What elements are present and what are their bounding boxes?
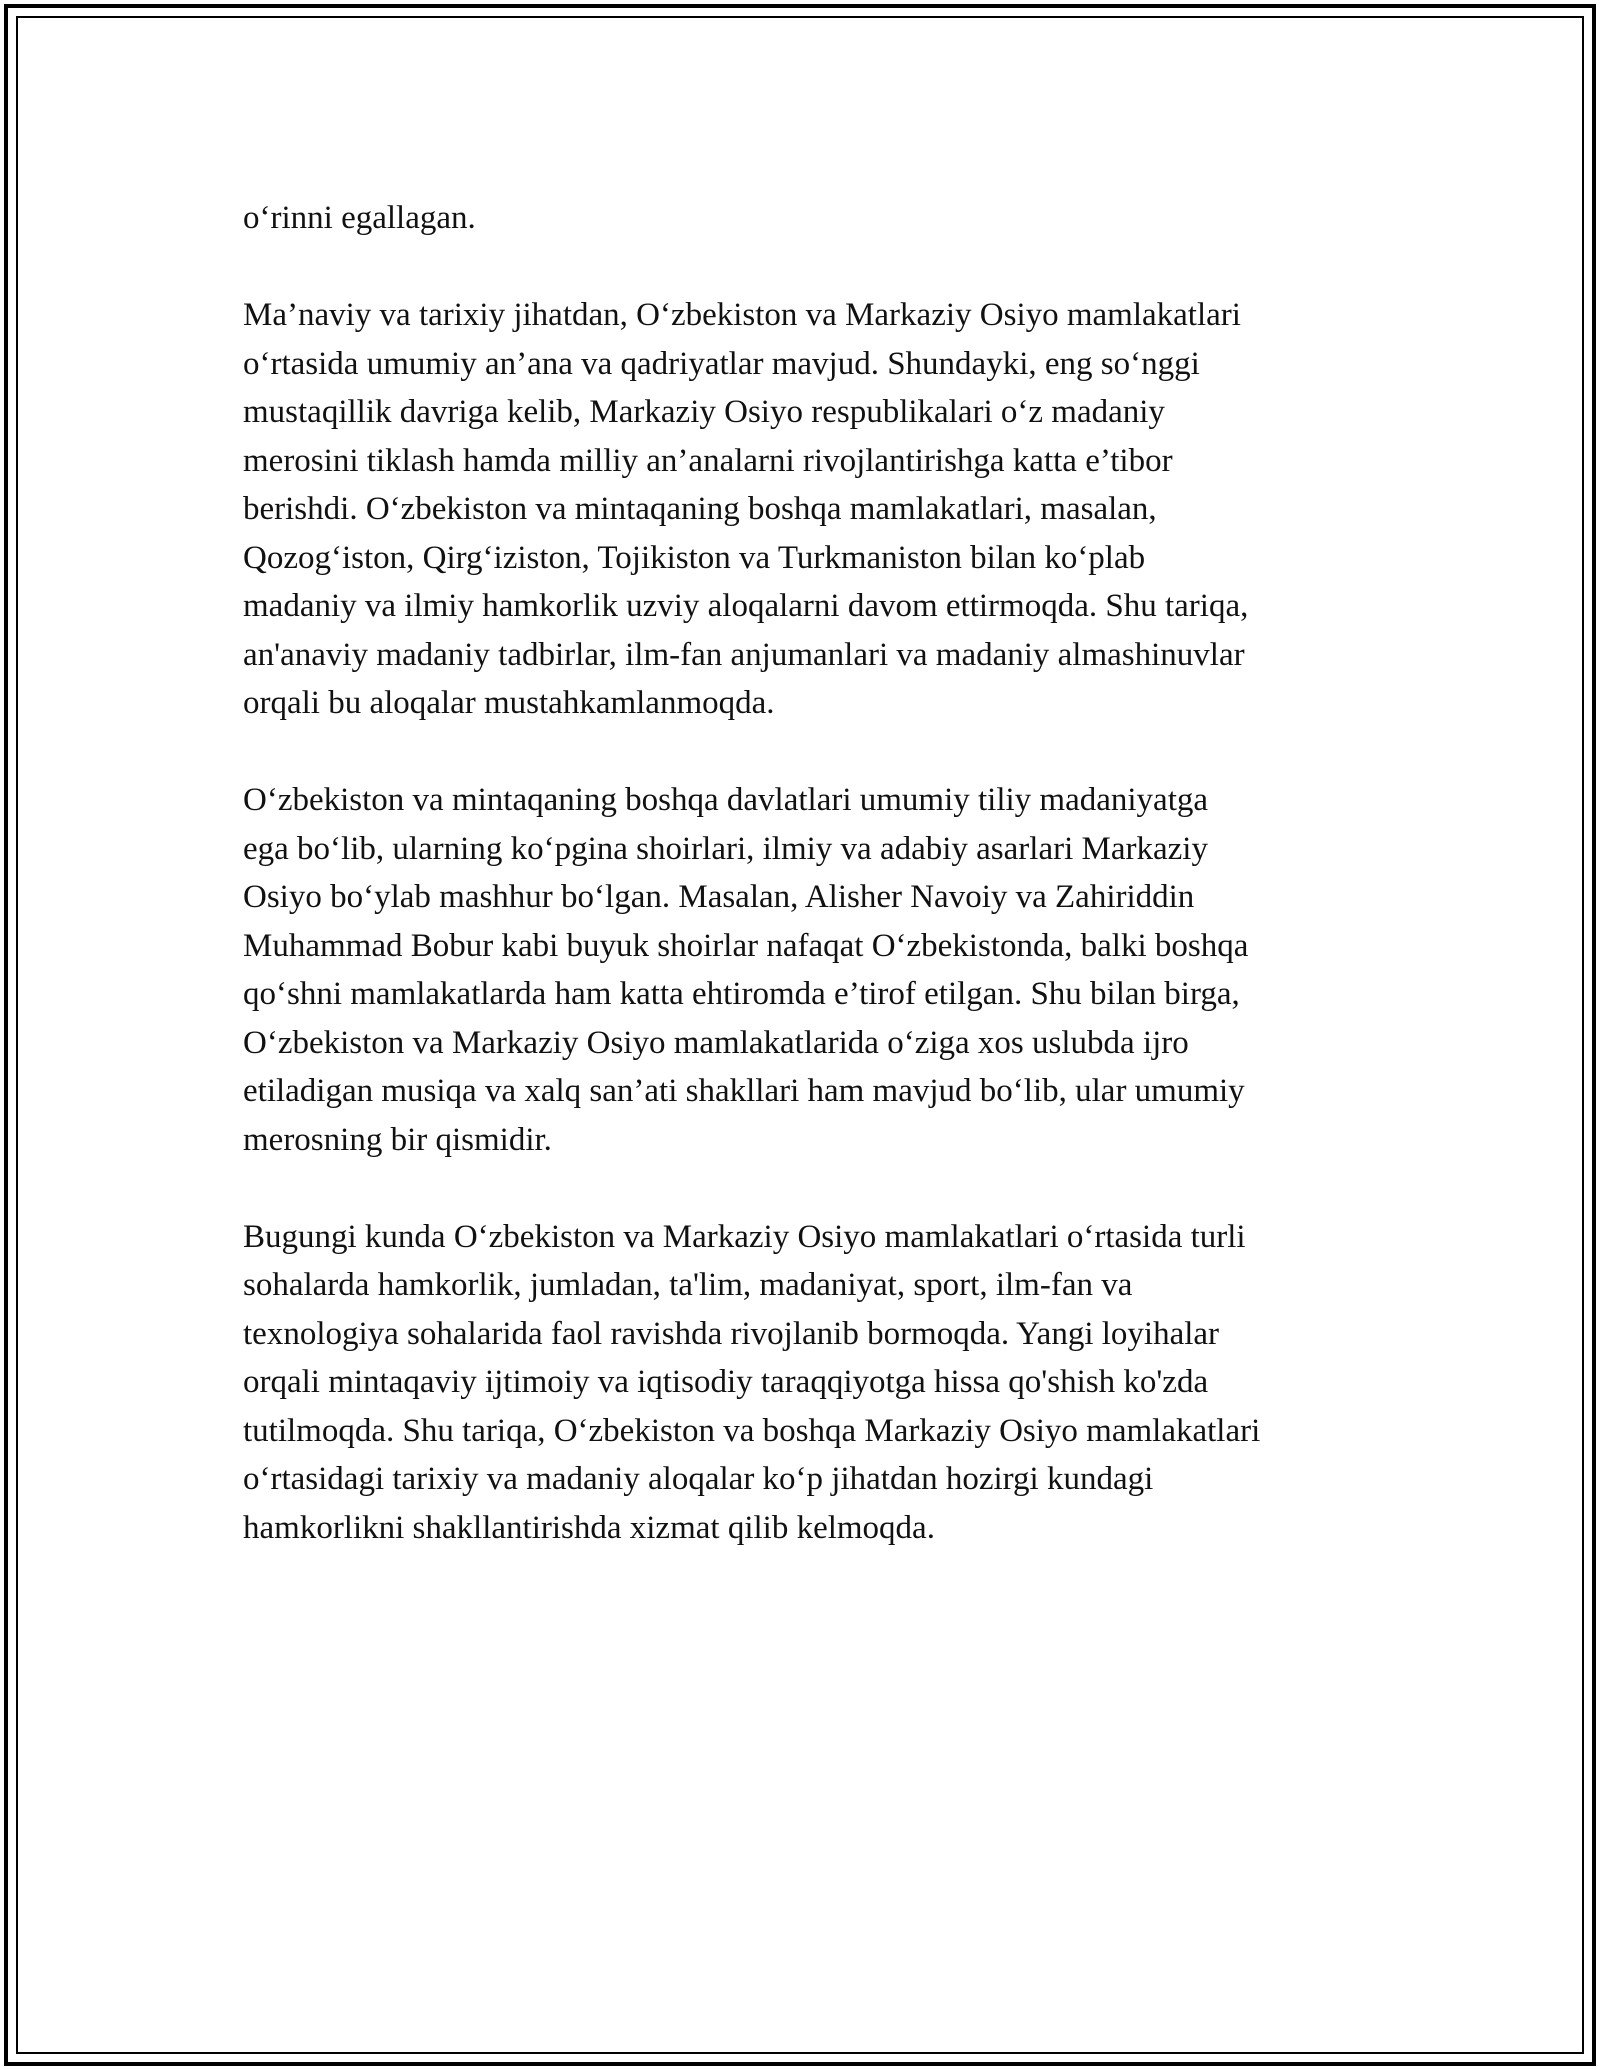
paragraph-modern-cooperation: Bugungi kunda O‘zbekiston va Markaziy Osiyo mamlakatlari o‘rtasida turli sohalarda hamkorlik, jumladan, ta'lim, madaniyat, sport, ilm-fan va texnologiya sohalarida faol ravishda rivojlanib bormoqda. Yangi loyihalar orqali mintaqaviy ijtimoiy va iqtisodiy taraqqiyotga hissa qo'shish ko'zda tutilmoqda. Shu tariqa, O‘zbekiston va boshqa Markaziy Osiyo mamlakatlari o‘rtasidagi tarixiy va madaniy aloqalar ko‘p jihatdan hozirgi kundagi hamkorlikni shakllantirishda xizmat qilib kelmoqda. <box>243 1218 1261 1546</box>
document-body <box>243 194 1393 1552</box>
paragraph-continuation: o‘rinni egallagan. <box>243 200 476 236</box>
page-frame <box>4 4 1596 2066</box>
paragraph-shared-culture: O‘zbekiston va mintaqaning boshqa davlatlari umumiy tiliy madaniyatga ega bo‘lib, ularning ko‘pgina shoirlari, ilmiy va adabiy asarlari Markaziy Osiyo bo‘ylab mashhur bo‘lgan. Masalan, Alisher Navoiy va Zahiriddin Muhammad Bobur kabi buyuk shoirlar nafaqat O‘zbekistonda, balki boshqa qo‘shni mamlakatlarda ham katta ehtiromda e’tirof etilgan. Shu bilan birga, O‘zbekiston va Markaziy Osiyo mamlakatlarida o‘ziga xos uslubda ijro etiladigan musiqa va xalq san’ati shakllari ham mavjud bo‘lib, ular umumiy merosning bir qismidir. <box>243 782 1249 1158</box>
paragraph-spiritual-historical-ties: Ma’naviy va tarixiy jihatdan, O‘zbekiston va Markaziy Osiyo mamlakatlari o‘rtasida umumiy an’ana va qadriyatlar mavjud. Shundayki, eng so‘nggi mustaqillik davriga kelib, Markaziy Osiyo respublikalari o‘z madaniy merosini tiklash hamda milliy an’analarni rivojlantirishga katta e’tibor berishdi. O‘zbekiston va mintaqaning boshqa mamlakatlari, masalan, Qozog‘iston, Qirg‘iziston, Tojikiston va Turkmaniston bilan ko‘plab madaniy va ilmiy hamkorlik uzviy aloqalarni davom ettirmoqda. Shu tariqa, an'anaviy madaniy tadbirlar, ilm-fan anjumanlari va madaniy almashinuvlar orqali bu aloqalar mustahkamlanmoqda. <box>243 297 1249 721</box>
